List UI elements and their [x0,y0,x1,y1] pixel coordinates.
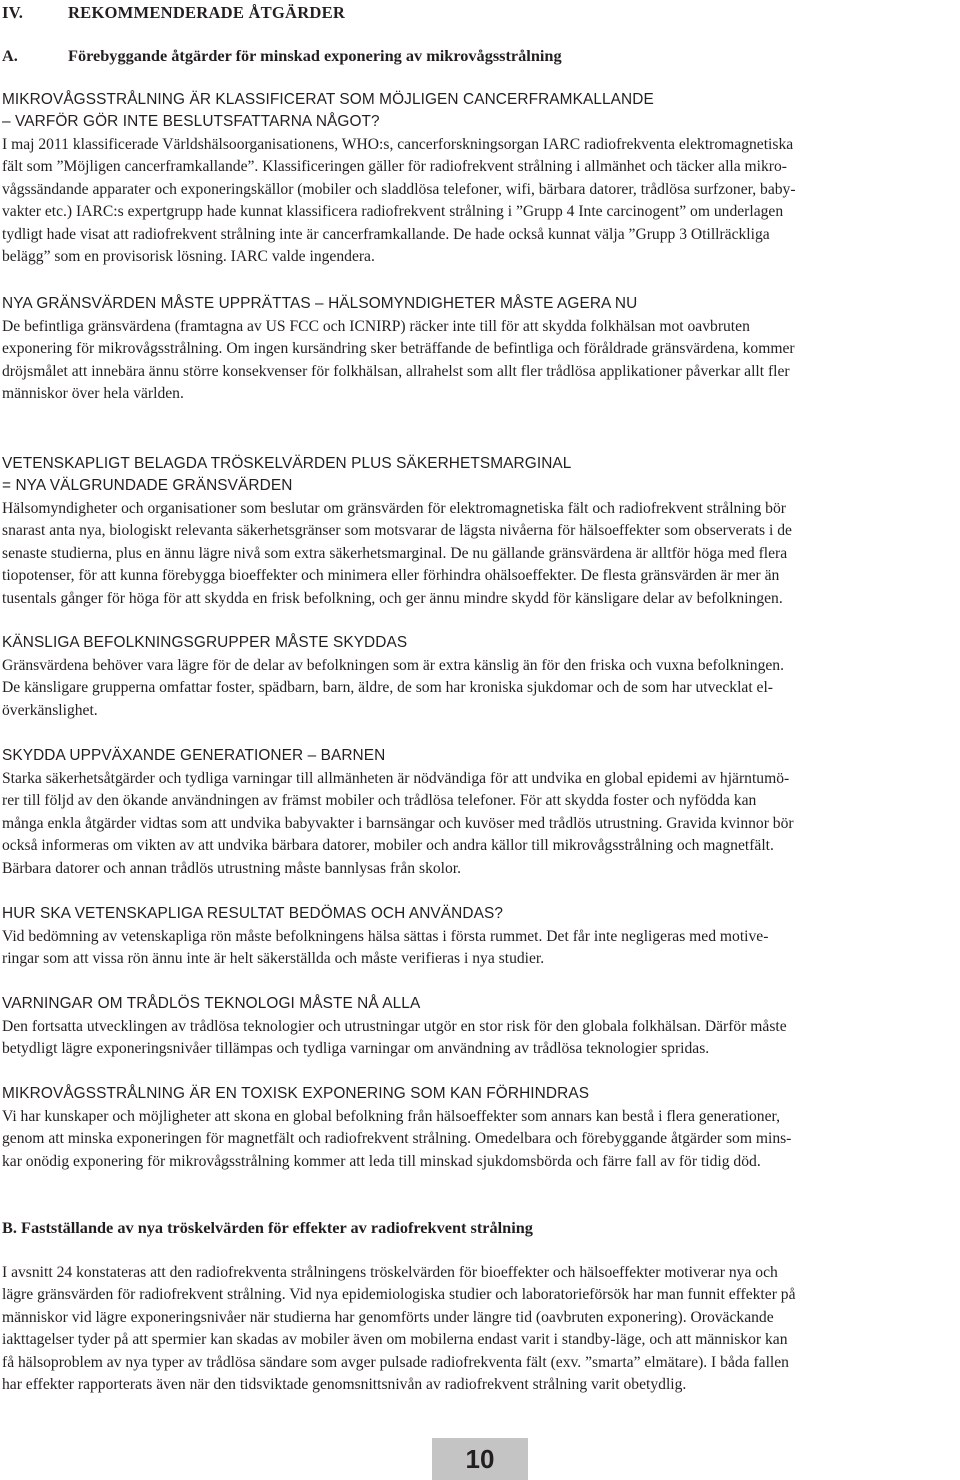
s4-line: överkänslighet. [2,701,98,719]
s1-line: vakter etc.) IARC:s expertgrupp hade kunnat klassificera radiofrekvent strålning i ”Grupp 4 Inte carcinogent” om underlagen [2,203,784,221]
s2-heading-line: NYA GRÄNSVÄRDEN MÅSTE UPPRÄTTAS – HÄLSOMYNDIGHETER MÅSTE AGERA NU [2,295,638,312]
s3-line: tiopotenser, för att kunna förebygga bioeffekter och minimera eller förhindra ohälsoeffekter. De flesta gränsvärden är mer än [2,567,780,585]
section-a-letter: A. [2,46,18,65]
s2-line: dröjsmålet att innebära ännu större konsekvenser för folkhälsan, allrahelst som allt fler trådlösa applikationer påverkar allt fler [2,362,790,380]
s5-line: Starka säkerhetsåtgärder och tydliga varningar till allmänheten är nödvändiga för att undvika en global epidemi av hjärntumö- [2,770,790,787]
s9-paragraph [2,1262,952,1396]
section-a-title: Förebyggande åtgärder för minskad exponering av mikrovågsstrålning [68,46,562,65]
s7-paragraph [2,1016,952,1061]
s5-paragraph [2,768,952,880]
s5-line: Bärbara datorer och annan trådlös utrustning måste bannlysas från skolor. [2,859,462,877]
s2-heading [2,293,952,315]
s3-line: snarast anta nya, biologiskt relevanta säkerhetsgränser som motsvarar de lägsta nivåerna för hälsoeffekter som observerats i de [2,522,792,540]
chapter-title: REKOMMENDERADE ÅTGÄRDER [68,3,346,22]
s9-line: människor vid lägre exponeringsnivåer när studierna har genomförts under längre tid (oavbruten exponering). Oroväckande [2,1308,774,1326]
s1-heading-line: – VARFÖR GÖR INTE BESLUTSFATTARNA NÅGOT? [2,113,380,131]
s7-line: Den fortsatta utvecklingen av trådlösa teknologier och utrustningar utgör en stor risk för den globala folkhälsan. Därför måste [2,1018,787,1035]
s8-line: Vi har kunskaper och möjligheter att skona en global befolkning från hälsoeffekter som annars kan bestå i flera generationer, [2,1108,780,1125]
s4-line: Gränsvärdena behöver vara lägre för de delar av befolkningen som är extra känslig än för den friska och vuxna befolkningen. [2,657,784,674]
s3-heading-line: = NYA VÄLGRUNDADE GRÄNSVÄRDEN [2,477,293,495]
s9-line: I avsnitt 24 konstateras att den radiofrekventa strålningens tröskelvärden för bioeffekter och hälsoeffekter motiverar nya och [2,1264,778,1281]
s4-heading-line: KÄNSLIGA BEFOLKNINGSGRUPPER MÅSTE SKYDDAS [2,634,408,651]
s1-heading [2,89,952,134]
s1-line: fält som ”Möjligen cancerframkallande”. Klassificeringen gäller för radiofrekvent strålning i allmänhet och täcker alla mikro- [2,158,787,176]
s8-line: kar onödig exponering för mikrovågsstrålning kommer att leda till minskad sjukdomsbörda och färre fall av för tidig död. [2,1152,761,1170]
section-b-title: Fastställande av nya tröskelvärden för effekter av radiofrekvent strålning [21,1218,533,1237]
s9-line: har effekter rapporterats även när den tidsviktade genomsnittsnivån av radiofrekvent strålning varit obetydlig. [2,1376,687,1394]
s3-line: Hälsomyndigheter och organisationer som beslutar om gränsvärden för elektromagnetiska fält och radiofrekvent strålning bör [2,500,786,517]
s5-line: också informeras om vikten av att undvika bärbara datorer, mobiler och andra källor till mikrovågsstrålning och magnetfält. [2,837,774,855]
chapter-heading [2,2,952,24]
s1-line: I maj 2011 klassificerade Världshälsoorganisationens, WHO:s, cancerforskningsorgan IARC radiofrekventa elektromagnetiska [2,136,794,153]
s3-line: senaste studierna, plus en ännu lägre nivå som extra säkerhetsmarginal. De nu gällande gränsvärdena är alltför höga med flera [2,544,788,562]
s6-line: Vid bedömning av vetenskapliga rön måste befolkningens hälsa sättas i första rummet. Det får inte negligeras med motive- [2,928,769,945]
s4-paragraph [2,655,952,722]
s7-heading-line: VARNINGAR OM TRÅDLÖS TEKNOLOGI MÅSTE NÅ ALLA [2,995,421,1012]
s6-paragraph [2,926,952,971]
s5-line: många enkla åtgärder vidtas som att undvika babyvakter i barnsängar och kuvöser med trådlös utrustning. Gravida kvinnor bör [2,814,794,832]
s7-heading [2,993,952,1015]
s3-line: tusentals gånger för höga för att skydda en frisk befolkning, och ger ännu mindre skydd för känsligare delar av befolkningen. [2,589,783,607]
s6-heading-line: HUR SKA VETENSKAPLIGA RESULTAT BEDÖMAS OCH ANVÄNDAS? [2,905,503,922]
s5-heading [2,745,952,767]
section-b-letter: B. [2,1218,17,1237]
s9-line: iakttagelser tyder på att spermier kan skadas av mobiler även om mobilerna endast varit i standby-läge, och att människor kan [2,1331,788,1349]
s8-heading-line: MIKROVÅGSSTRÅLNING ÄR EN TOXISK EXPONERING SOM KAN FÖRHINDRAS [2,1085,590,1102]
s2-paragraph [2,316,952,406]
s1-line: belägg” som en provisorisk lösning. IARC valde ingendera. [2,248,375,266]
s5-line: rer till följd av den ökande användningen av främst mobiler och trådlösa telefoner. För att skydda foster och nyfödda kan [2,792,757,810]
s1-heading-line: MIKROVÅGSSTRÅLNING ÄR KLASSIFICERAT SOM MÖJLIGEN CANCERFRAMKALLANDE [2,91,654,108]
section-a-heading [2,45,952,67]
s7-line: betydligt lägre exponeringsnivåer tillämpas och tydliga varningar om användning av trådlösa teknologier spridas. [2,1040,710,1058]
s5-heading-line: SKYDDA UPPVÄXANDE GENERATIONER – BARNEN [2,747,386,764]
s1-line: tydligt hade visat att radiofrekvent strålning inte är cancerframkallande. De hade också kunnat välja ”Grupp 3 Otillräckliga [2,225,770,243]
section-b-heading [2,1217,952,1239]
chapter-number: IV. [2,3,24,22]
s3-heading [2,453,952,498]
s9-line: lägre gränsvärden för radiofrekvent strålning. Vid nya epidemiologiska studier och laboratorieförsök har man funnit effekter på [2,1286,796,1304]
s6-line: ringar som att vissa rön ännu inte är helt säkerställda och måste verifieras i nya studier. [2,950,545,968]
s8-paragraph [2,1106,952,1173]
s6-heading [2,903,952,925]
s3-heading-line: VETENSKAPLIGT BELAGDA TRÖSKELVÄRDEN PLUS SÄKERHETSMARGINAL [2,455,572,472]
page-number: 10 [432,1438,528,1480]
s4-heading [2,632,952,654]
s2-line: exponering för mikrovågsstrålning. Om ingen kursändring sker beträffande de befintliga och föråldrade gränsvärdena, kommer [2,340,795,358]
s3-paragraph [2,498,952,610]
s2-line: De befintliga gränsvärdena (framtagna av US FCC och ICNIRP) räcker inte till för att skydda folkhälsan mot oavbruten [2,318,750,335]
s8-line: genom att minska exponeringen för magnetfält och radiofrekvent strålning. Omedelbara och förebyggande åtgärder som mins- [2,1130,792,1148]
s1-line: vågssändande apparater och exponeringskällor (mobiler och sladdlösa telefoner, wifi, bärbara datorer, trådlösa surfzoner, baby- [2,180,796,198]
s8-heading [2,1083,952,1105]
s4-line: De känsligare grupperna omfattar foster, spädbarn, barn, äldre, de som har kroniska sjukdomar och de som har utvecklat el- [2,679,773,697]
s2-line: människor över hela världen. [2,385,184,403]
s1-paragraph [2,134,952,268]
s9-line: få hälsoproblem av nya typer av trådlösa sändare som avger pulsade radiofrekventa fält (exv. ”smarta” elmätare). I båda fallen [2,1353,789,1371]
